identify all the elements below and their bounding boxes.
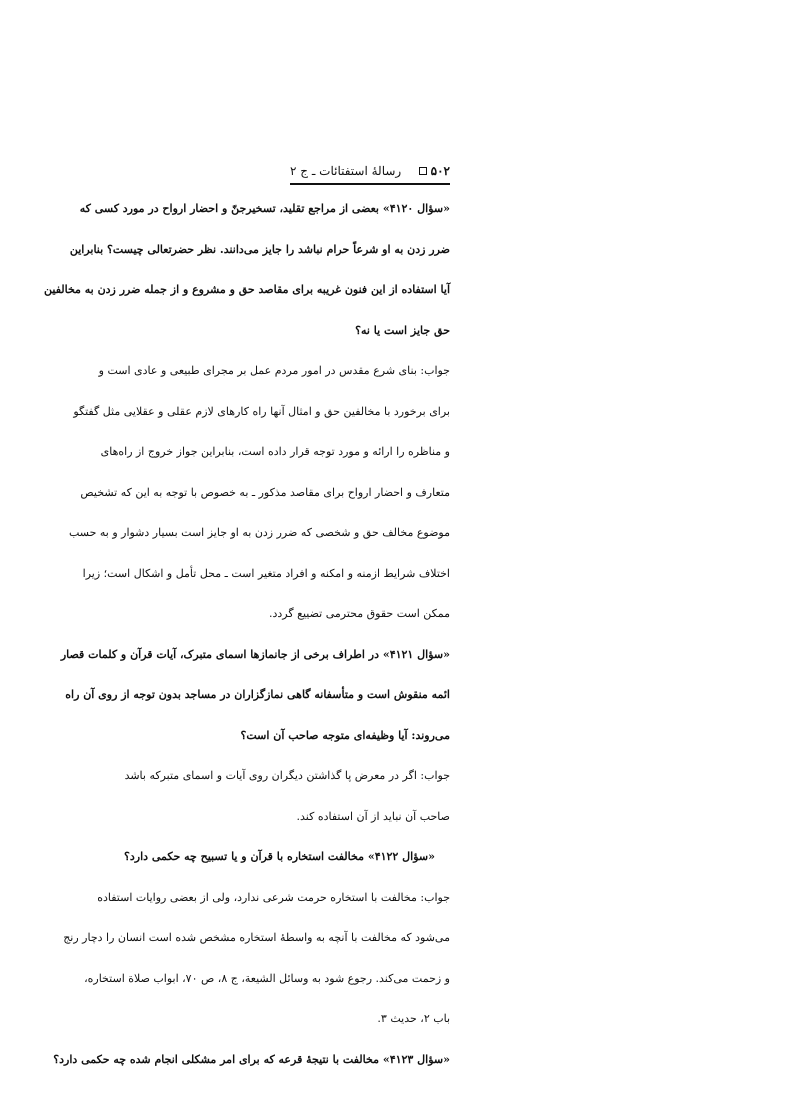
- text-line: و زحمت می‌کند. رجوع شود به وسائل الشیعة، ج ۸، ص ۷۰، ابواب صلاة استخاره،: [84, 971, 450, 985]
- text-line: ضرر زدن به او شرعاً حرام نباشد را جایز می‌دانند. نظر حضرتعالی چیست؟ بنابراین: [69, 242, 450, 256]
- text-line: ائمه منقوش است و متأسفانه گاهی نمازگزاران در مساجد بدون توجه از روی آن راه: [65, 688, 450, 701]
- page-number-text: ۵۰۲: [430, 164, 450, 178]
- text-line: برای برخورد با مخالفین حق و امثال آنها راه کارهای لازم عقلی و عقلایی مثل گفتگو: [73, 404, 450, 418]
- text-line: «سؤال ۴۱۲۲» مخالفت استخاره با قرآن و یا تسبیح چه حکمی دارد؟: [124, 850, 435, 863]
- text-line: می‌شود که مخالفت با آنچه به واسطهٔ استخاره مشخص شده است انسان را دچار رنج: [63, 931, 450, 944]
- text-line: ممکن است حقوق محترمی تضییع گردد.: [269, 607, 450, 620]
- header-rule: [290, 183, 450, 185]
- square-ornament-icon: [419, 167, 427, 175]
- text-line: و مناظره را ارائه و مورد توجه قرار داده است، بنابراین جواز خروج از راه‌های: [100, 445, 450, 458]
- running-title: رسالهٔ استفتائات ـ ج ۲: [290, 164, 402, 178]
- text-line: متعارف و احضار ارواح برای مقاصد مذکور ـ به خصوص با توجه به این که تشخیص: [80, 485, 450, 499]
- text-line: اختلاف شرایط ازمنه و امکنه و افراد متغیر است ـ محل تأمل و اشکال است؛ زیرا: [82, 566, 450, 580]
- text-line: می‌روند: آیا وظیفه‌ای متوجه صاحب آن است؟: [240, 728, 450, 742]
- text-line: باب ۲، حدیث ۳.: [377, 1012, 450, 1025]
- page-number: [419, 164, 450, 178]
- text-line: صاحب آن نباید از آن استفاده کند.: [296, 809, 450, 823]
- text-line: جواب: بنای شرع مقدس در امور مردم عمل بر مجرای طبیعی و عادی است و: [98, 364, 450, 377]
- text-line: آیا استفاده از این فنون غریبه برای مقاصد حق و مشروع و از جمله ضرر زدن به مخالفین: [44, 283, 450, 296]
- text-line: حق جایز است یا نه؟: [355, 323, 450, 337]
- page-header: [290, 148, 450, 178]
- text-line: «سؤال ۴۱۲۱» در اطراف برخی از جانمازها اسمای متبرک، آیات قرآن و کلمات قصار: [60, 647, 450, 661]
- text-line: جواب: مخالفت با استخاره حرمت شرعی ندارد، ولی از بعضی روایات استفاده: [97, 890, 450, 904]
- text-line: جواب: اگر در معرض پا گذاشتن دیگران روی آیات و اسمای متبرکه باشد: [124, 769, 450, 782]
- text-line: «سؤال ۴۱۲۳» مخالفت با نتیجهٔ قرعه که برای امر مشکلی انجام شده چه حکمی دارد؟: [53, 1052, 450, 1066]
- text-line: «سؤال ۴۱۲۰» بعضی از مراجع تقلید، تسخیرجنّ و احضار ارواح در مورد کسی که: [79, 202, 450, 215]
- text-line: موضوع مخالف حق و شخصی که ضرر زدن به او جایز است بسیار دشوار و به حسب: [68, 526, 450, 539]
